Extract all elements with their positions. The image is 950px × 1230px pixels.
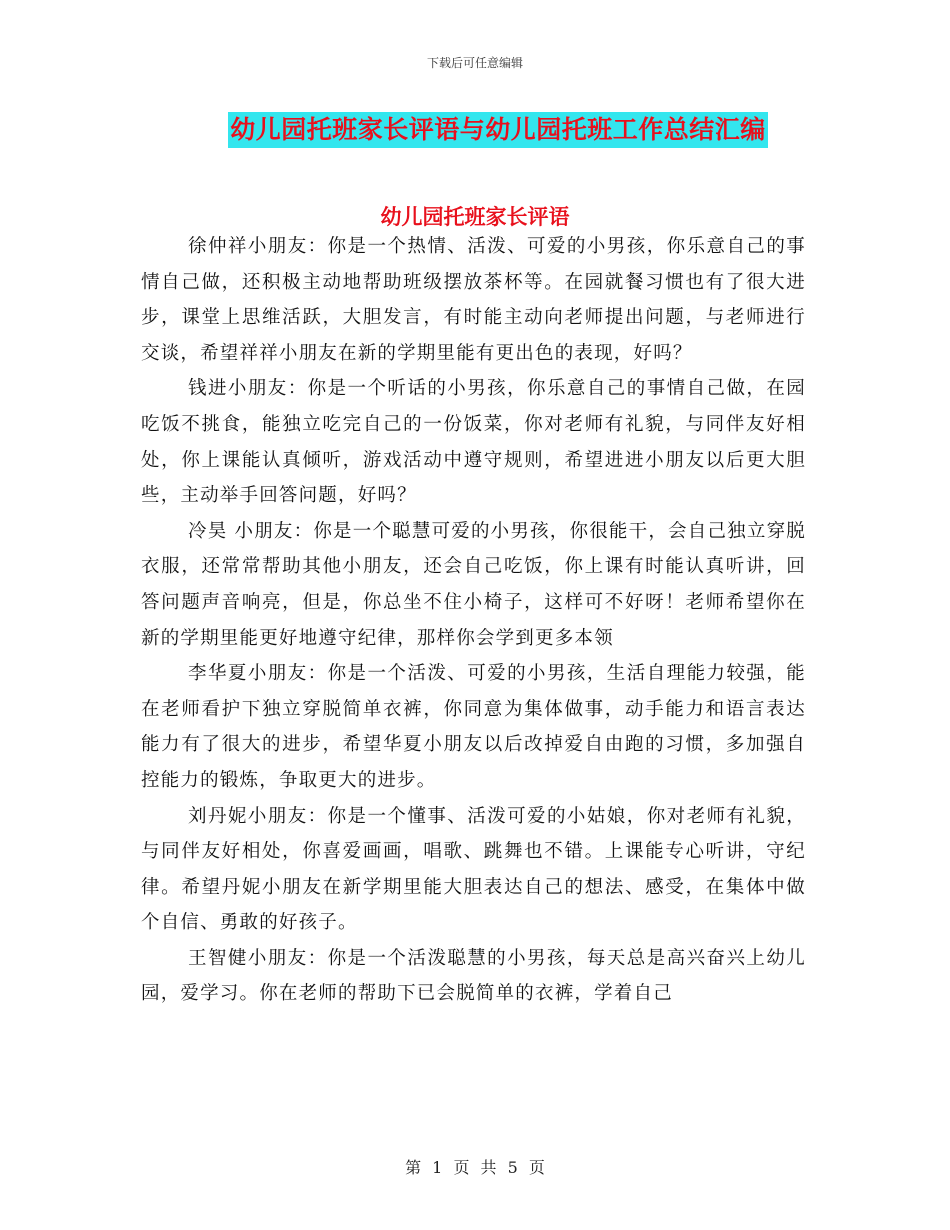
document-body bbox=[141, 229, 806, 1012]
document-title-container bbox=[0, 112, 950, 148]
section-title: 幼儿园托班家长评语 bbox=[380, 205, 570, 229]
page-header-note: 下载后可任意编辑 bbox=[426, 56, 523, 70]
paragraph-liu-danni: 刘丹妮小朋友：你是一个懂事、活泼可爱的小姑娘，你对老师有礼貌，与同伴友好相处，你喜爱画画，唱歌、跳舞也不错。上课能专心听讲，守纪律。希望丹妮小朋友在新学期里能大胆表达自己的想法、感受，在集体中做个自信、勇敢的好孩子。 bbox=[141, 805, 806, 934]
paragraph-wang-zhijian: 王智健小朋友：你是一个活泼聪慧的小男孩，每天总是高兴奋兴上幼儿园，爱学习。你在老师的帮助下已会脱简单的衣裤，学着自己 bbox=[141, 947, 806, 1005]
page-number-footer: 第 1 页 共 5 页 bbox=[405, 1158, 545, 1177]
paragraph-li-huaxia: 李华夏小朋友：你是一个活泼、可爱的小男孩，生活自理能力较强，能在老师看护下独立穿脱简单衣裤，你同意为集体做事，动手能力和语言表达能力有了很大的进步，希望华夏小朋友以后改掉爱自由跑的习惯，多加强自控能力的锻炼，争取更大的进步。 bbox=[141, 663, 806, 791]
paragraph-leng-hao: 冷昊 小朋友：你是一个聪慧可爱的小男孩，你很能干，会自己独立穿脱衣服，还常常帮助其他小朋友，还会自己吃饭，你上课有时能认真听讲，回答问题声音响亮，但是，你总坐不住小椅子，这样可不好呀！老师希望你在新的学期里能更好地遵守纪律，那样你会学到更多本领 bbox=[141, 520, 806, 649]
document-title: 幼儿园托班家长评语与幼儿园托班工作总结汇编 bbox=[228, 112, 768, 148]
paragraph-qian-jin: 钱进小朋友：你是一个听话的小男孩，你乐意自己的事情自己做，在园吃饭不挑食，能独立吃完自己的一份饭菜，你对老师有礼貌，与同伴友好相处，你上课能认真倾听，游戏活动中遵守规则，希望进进小朋友以后更大胆些，主动举手回答问题，好吗？ bbox=[141, 378, 806, 507]
paragraph-xu-zhongxiang: 徐仲祥小朋友：你是一个热情、活泼、可爱的小男孩，你乐意自己的事情自己做，还积极主动地帮助班级摆放茶杯等。在园就餐习惯也有了很大进步，课堂上思维活跃，大胆发言，有时能主动向老师提出问题，与老师进行交谈，希望祥祥小朋友在新的学期里能有更出色的表现，好吗？ bbox=[141, 236, 806, 364]
